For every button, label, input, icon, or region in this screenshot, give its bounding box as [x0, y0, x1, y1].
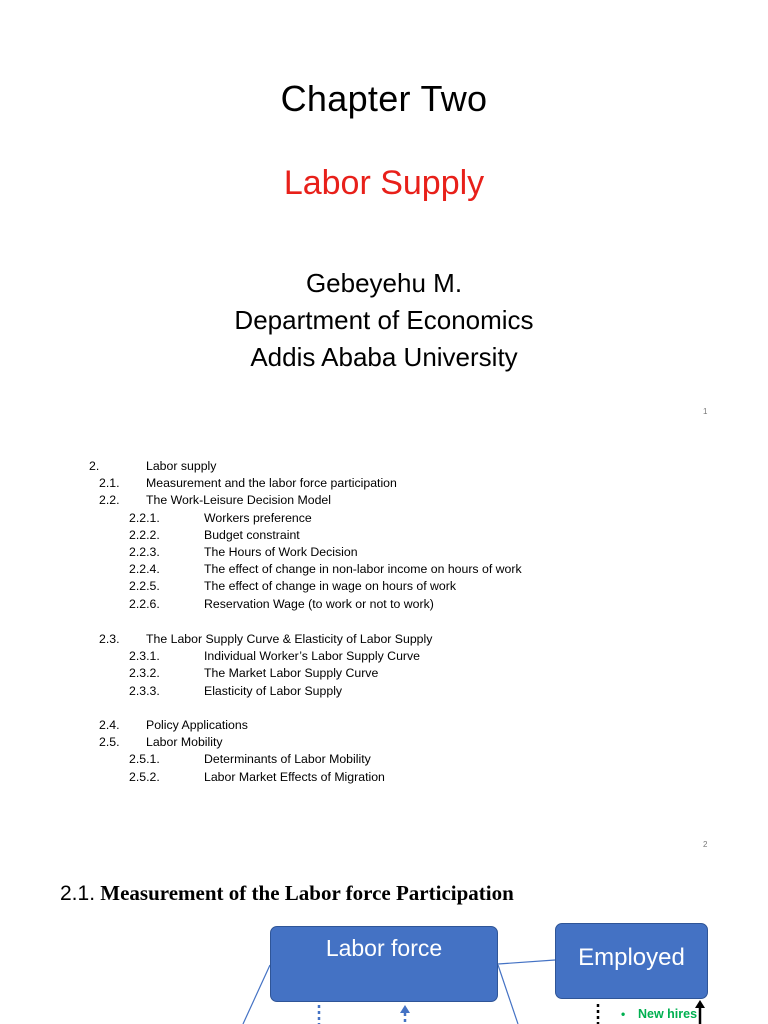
- outline-item-number: 2.5.1.: [129, 752, 160, 766]
- outline-item-number: 2.2.5.: [129, 579, 160, 593]
- outline-item-text: Labor Market Effects of Migration: [204, 770, 385, 784]
- author-department: Department of Economics: [234, 305, 534, 335]
- outline-item-number: 2.2.: [99, 493, 120, 507]
- outline-item-number: 2.3.: [99, 632, 120, 646]
- outline-item-text: Policy Applications: [146, 718, 248, 732]
- outline-item-number: 2.2.3.: [129, 545, 160, 559]
- outline-item-text: Determinants of Labor Mobility: [204, 752, 371, 766]
- outline-item-number: 2.2.1.: [129, 511, 160, 525]
- outline-item-number: 2.: [89, 459, 100, 473]
- bullet-icon: •: [621, 1007, 626, 1021]
- outline-item-text: The effect of change in non-labor income on hours of work: [204, 562, 522, 576]
- outline-item-number: 2.3.2.: [129, 666, 160, 680]
- outline-item-number: 2.3.1.: [129, 649, 160, 663]
- outline-item-number: 2.4.: [99, 718, 120, 732]
- outline-item-number: 2.2.4.: [129, 562, 160, 576]
- author-university: Addis Ababa University: [250, 342, 518, 372]
- outline-item-text: The effect of change in wage on hours of work: [204, 579, 457, 593]
- labor-force-label: Labor force: [325, 935, 443, 961]
- section-heading-text: Measurement of the Labor force Participation: [100, 881, 514, 905]
- page-number: 2: [703, 840, 708, 849]
- section-heading-number: 2.1.: [60, 882, 96, 905]
- author-name: Gebeyehu M.: [305, 268, 463, 298]
- chapter-title: Chapter Two: [280, 78, 488, 119]
- outline-item-text: Budget constraint: [204, 528, 300, 542]
- outline-item-text: Workers preference: [204, 511, 312, 525]
- outline-item-number: 2.2.2.: [129, 528, 160, 542]
- outline-item-number: 2.5.2.: [129, 770, 160, 784]
- outline-item-text: Labor supply: [146, 459, 217, 473]
- connector-line: [243, 965, 270, 1024]
- outline-item-text: Reservation Wage (to work or not to work): [204, 597, 434, 611]
- outline-item-text: The Hours of Work Decision: [204, 545, 358, 559]
- outline-item-number: 2.1.: [99, 476, 120, 490]
- outline-item-text: The Market Labor Supply Curve: [204, 666, 379, 680]
- connector-line: [498, 965, 518, 1024]
- outline-item-text: Measurement and the labor force participation: [146, 476, 397, 490]
- connector-line: [498, 960, 555, 964]
- employed-label: Employed: [578, 944, 685, 971]
- new-hires-label: New hires: [638, 1007, 698, 1021]
- arrow-head-icon: [400, 1005, 410, 1013]
- labor-force-box: [270, 926, 498, 1002]
- outline-item-number: 2.3.3.: [129, 684, 160, 698]
- chapter-subtitle: Labor Supply: [283, 164, 485, 202]
- outline-item-text: Elasticity of Labor Supply: [204, 684, 343, 698]
- outline-item-number: 2.5.: [99, 735, 120, 749]
- outline-item-text: Labor Mobility: [146, 735, 223, 749]
- outline-item-number: 2.2.6.: [129, 597, 160, 611]
- outline-item-text: Individual Worker’s Labor Supply Curve: [204, 649, 420, 663]
- page-number: 1: [703, 407, 708, 416]
- outline-item-text: The Labor Supply Curve & Elasticity of Labor Supply: [146, 632, 433, 646]
- employed-box: [555, 923, 708, 999]
- outline-item-text: The Work-Leisure Decision Model: [146, 493, 331, 507]
